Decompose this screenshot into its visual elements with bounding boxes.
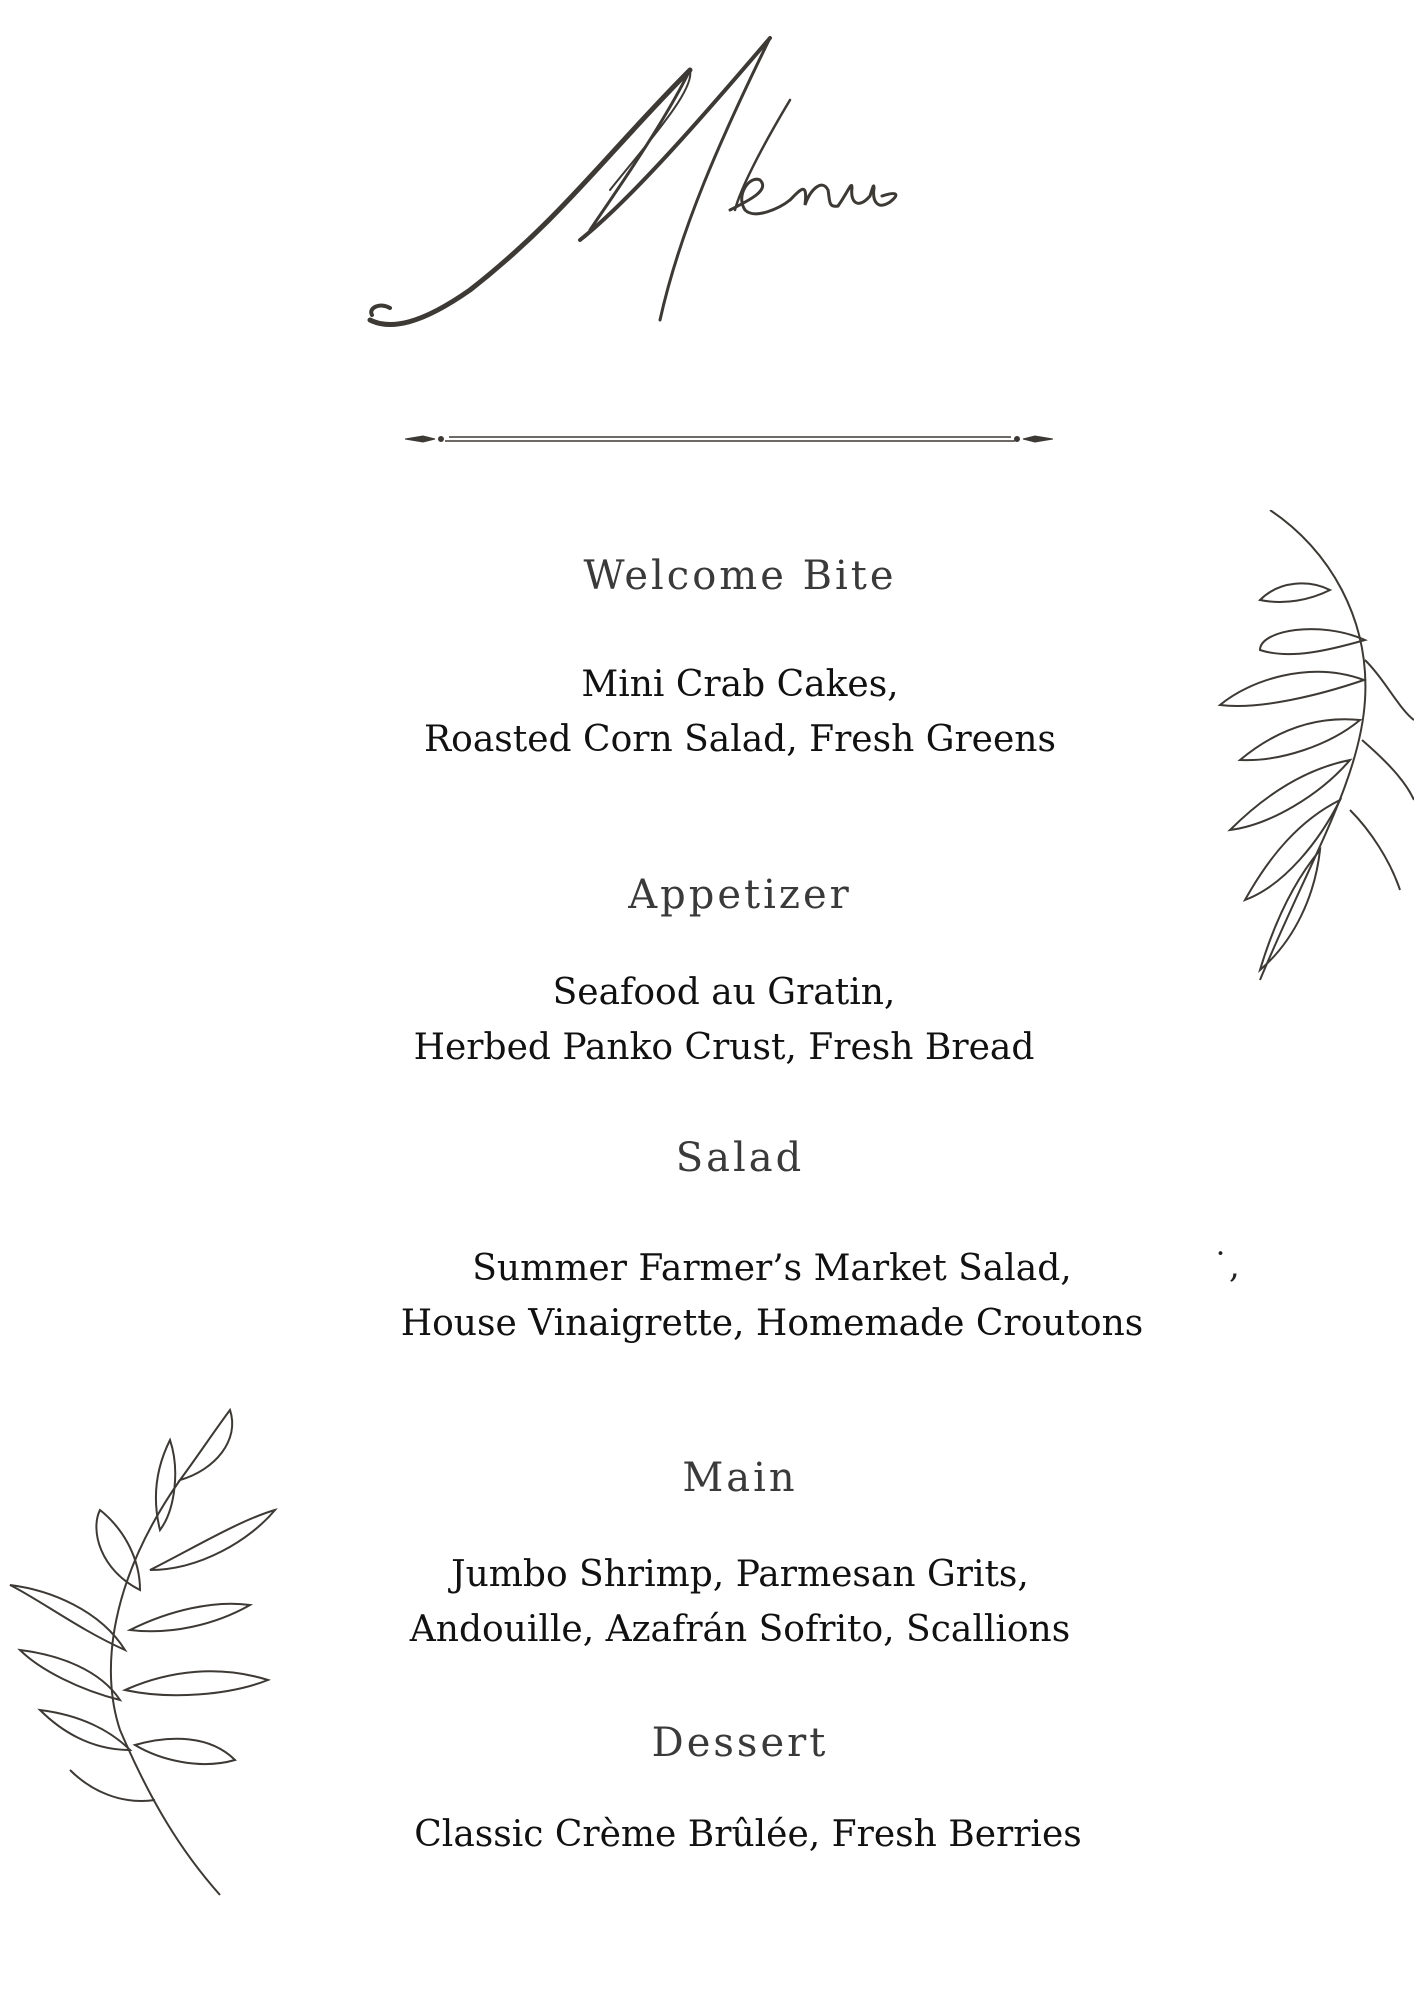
menu-line: Jumbo Shrimp, Parmesan Grits, [451, 1554, 1029, 1595]
course-heading-main: Main [682, 1455, 798, 1501]
menu-title-script [360, 30, 920, 340]
course-items-main [0, 1547, 1414, 1657]
menu-line: Summer Farmer’s Market Salad, [472, 1248, 1072, 1289]
course-items-welcome-bite [0, 657, 1414, 767]
menu-line: Herbed Panko Crust, Fresh Bread [413, 1027, 1035, 1068]
ornamental-divider [405, 428, 1053, 452]
menu-line: Seafood au Gratin, [552, 972, 896, 1013]
menu-line: Classic Crème Brûlée, Fresh Berries [414, 1814, 1082, 1855]
menu-line: Andouille, Azafrán Sofrito, Scallions [409, 1609, 1071, 1650]
course-heading-salad: Salad [675, 1135, 805, 1181]
course-items-appetizer [0, 965, 1414, 1075]
course-heading-appetizer: Appetizer [628, 872, 852, 918]
menu-line: Roasted Corn Salad, Fresh Greens [424, 719, 1056, 760]
course-heading-dessert: Dessert [651, 1720, 829, 1766]
course-items-salad [32, 1241, 1414, 1351]
menu-line: Mini Crab Cakes, [581, 664, 899, 705]
course-heading-welcome-bite: Welcome Bite [583, 553, 897, 599]
menu-line: House Vinaigrette, Homemade Croutons [400, 1303, 1144, 1344]
course-items-dessert [8, 1807, 1414, 1862]
stray-mark: ˙, [1212, 1246, 1240, 1286]
